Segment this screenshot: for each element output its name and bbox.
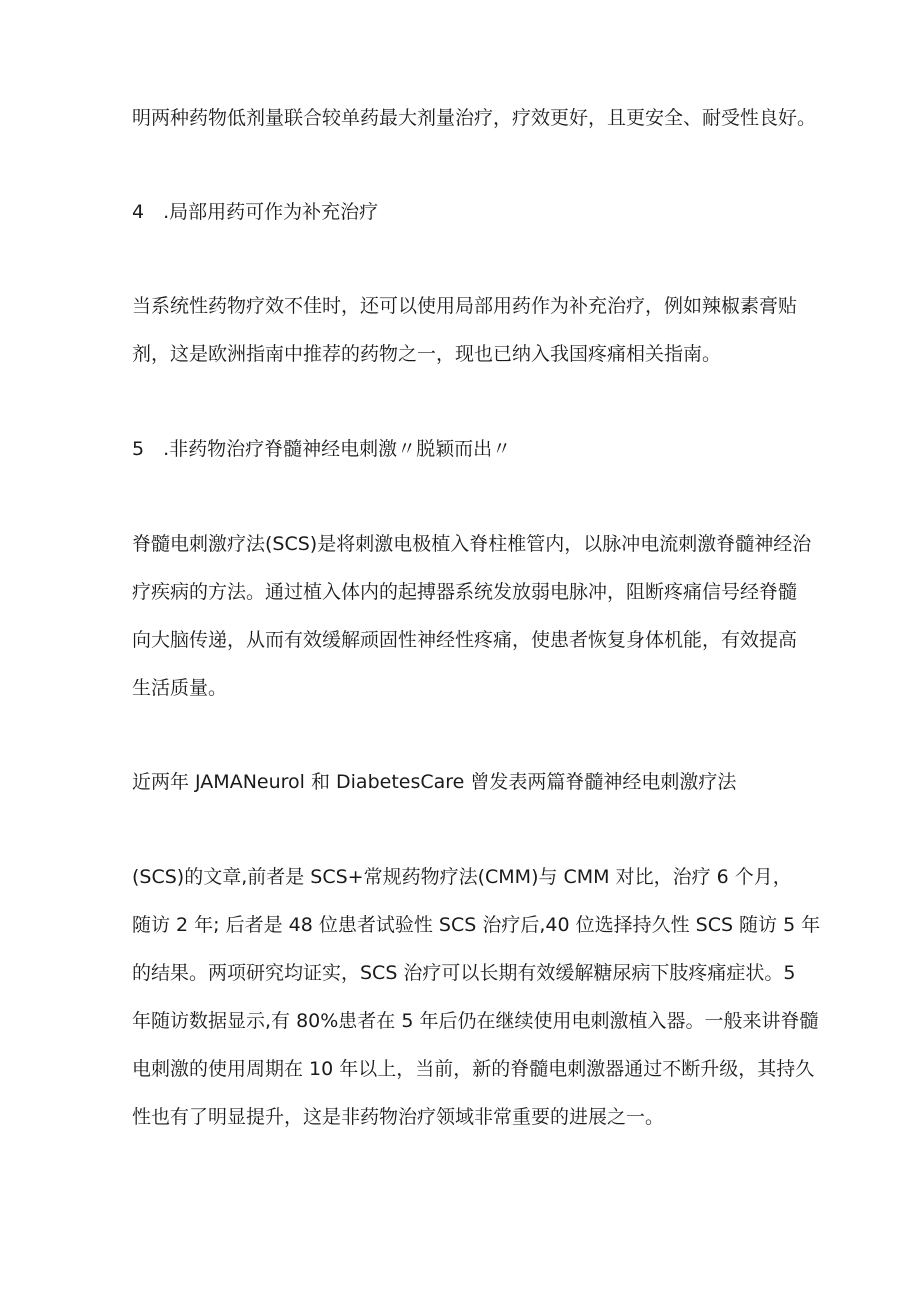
paragraph-line: 近两年 JAMANeurol 和 DiabetesCare 曾发表两篇脊髓神经电刺激疗法 [132,771,737,793]
paragraph-line: 的结果。两项研究均证实，SCS 治疗可以长期有效缓解糖尿病下肢疼痛症状。5 [132,962,796,984]
paragraph-line: 电刺激的使用周期在 10 年以上，当前，新的脊髓电刺激器通过不断升级，其持久 [132,1058,815,1080]
paragraph-line: 脊髓电刺激疗法(SCS)是将刺激电极植入脊柱椎管内，以脉冲电流刺激脊髓神经治 [132,533,812,555]
paragraph-line: 随访 2 年; 后者是 48 位患者试验性 SCS 治疗后,40 位选择持久性 SCS 随访 5 年 [132,914,821,936]
paragraph-line: 年随访数据显示,有 80%患者在 5 年后仍在继续使用电刺激植入器。一般来讲脊髓 [132,1010,819,1032]
section-heading-4: 4 .局部用药可作为补充治疗 [132,201,379,223]
paragraph-line: 向大脑传递，从而有效缓解顽固性神经性疼痛，使患者恢复身体机能，有效提高 [132,629,798,651]
paragraph-line: 性也有了明显提升，这是非药物治疗领域非常重要的进展之一。 [132,1106,665,1128]
paragraph-line: 生活质量。 [132,677,228,699]
section-heading-5: 5 .非药物治疗脊髓神经电刺激〃脱颖而出〃 [132,438,512,460]
paragraph-line: 疗疾病的方法。通过植入体内的起搏器系统发放弱电脉冲，阻断疼痛信号经脊髓 [132,581,798,603]
paragraph-line: 当系统性药物疗效不佳时，还可以使用局部用药作为补充治疗，例如辣椒素膏贴 [132,295,798,317]
paragraph-line: 明两种药物低剂量联合较单药最大剂量治疗，疗效更好，且更安全、耐受性良好。 [132,107,817,129]
paragraph-line: (SCS)的文章,前者是 SCS+常规药物疗法(CMM)与 CMM 对比，治疗 6 个月， [132,866,792,888]
paragraph-line: 剂，这是欧洲指南中推荐的药物之一，现也已纳入我国疼痛相关指南。 [132,343,722,365]
